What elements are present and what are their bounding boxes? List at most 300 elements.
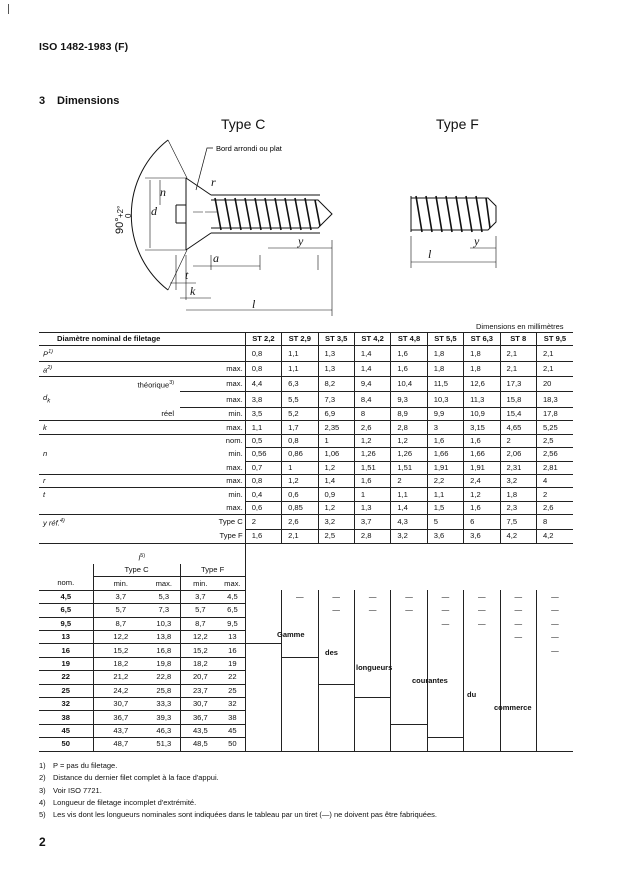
length-row: [39, 697, 573, 710]
availability-cell: [536, 697, 573, 710]
value-cell: 1,26: [354, 448, 390, 461]
availability-cell: [536, 724, 573, 737]
angle-tol-zero: 0: [124, 213, 133, 218]
length-c-max: 51,3: [148, 738, 180, 751]
value-cell: 1,6: [354, 474, 390, 487]
value-cell: 4,2: [536, 530, 573, 543]
value-cell: 1,6: [391, 346, 427, 362]
availability-cell: [427, 724, 463, 737]
value-cell: 0,8: [245, 361, 281, 377]
value-cell: 1,2: [318, 461, 354, 474]
availability-cell: [282, 697, 318, 710]
lengths-head-row: [39, 543, 573, 564]
value-cell: 3,2: [500, 474, 536, 487]
row-limit: max.: [180, 474, 245, 487]
row-limit: max.: [226, 502, 243, 512]
availability-cell: [464, 724, 500, 737]
length-c-max: 7,3: [148, 604, 180, 617]
size-header: ST 2,9: [282, 333, 318, 346]
row-symbol: [39, 361, 93, 377]
value-cell: 2: [536, 488, 573, 501]
footnote-ref: 5): [140, 552, 146, 559]
availability-cell: [354, 684, 390, 697]
row-qualifier: [93, 530, 180, 543]
value-cell: 3,2: [391, 530, 427, 543]
value-cell: 2,81: [536, 461, 573, 474]
availability-cell: [245, 617, 281, 630]
angle-label: 90°: [114, 217, 126, 234]
value-cell: 3,15: [464, 421, 500, 434]
footnote-text: Les vis dont les longueurs nominales sont indiquées dans le tableau par un tiret (—) ne doivent pas être fabriquées.: [53, 810, 437, 820]
availability-cell: [391, 738, 427, 751]
length-c-min: 48,7: [93, 738, 148, 751]
length-f-min: 23,7: [180, 684, 220, 697]
availability-cell: [464, 738, 500, 751]
availability-cell: [391, 724, 427, 737]
value-cell: 10,9: [464, 408, 500, 421]
c-max-head: max.: [155, 578, 173, 588]
value-cell: 20: [536, 377, 573, 392]
value-cell: 1,06: [318, 448, 354, 461]
value-cell: 2,1: [536, 346, 573, 362]
row-qualifier: [93, 474, 180, 487]
l-label: l: [252, 297, 256, 311]
angle-tol-plus: +2°: [116, 205, 125, 218]
row-symbol: [39, 530, 93, 543]
length-c-max: 25,8: [148, 684, 180, 697]
value-cell: 2,5: [536, 434, 573, 447]
type-f-y-label: y: [474, 234, 480, 248]
availability-cell: [500, 644, 536, 657]
row-limit: nom.: [180, 434, 245, 447]
value-cell: 3,7: [354, 515, 390, 530]
size-header: ST 9,5: [536, 333, 573, 346]
availability-cell: [500, 724, 536, 737]
value-cell: 2,6: [282, 515, 318, 530]
availability-cell: [318, 631, 354, 644]
availability-cell: [536, 684, 573, 697]
callout-text: Bord arrondi ou plat: [216, 144, 282, 153]
symbol-text: t: [43, 489, 46, 499]
length-f-max: 32: [220, 697, 245, 710]
length-c-min: 24,2: [93, 684, 148, 697]
lengths-symbol: [39, 543, 245, 564]
value-cell: 2: [245, 515, 281, 530]
empty-cell: [245, 543, 281, 590]
availability-cell: [318, 671, 354, 684]
length-f-min: 3,7: [180, 590, 220, 603]
value-cell: 3,2: [318, 515, 354, 530]
value-cell: 2,06: [500, 448, 536, 461]
availability-cell: [318, 697, 354, 710]
length-row: [39, 738, 573, 751]
availability-cell: [282, 671, 318, 684]
availability-cell: [354, 697, 390, 710]
symbol-text: k: [43, 422, 47, 432]
availability-cell: [282, 657, 318, 670]
type-f-shank: [411, 198, 496, 230]
value-cell: 8: [354, 408, 390, 421]
unavailable-dash: —: [464, 590, 500, 603]
length-nominal: 22: [39, 671, 93, 684]
row-qualifier: [93, 448, 180, 461]
availability-cell: [391, 617, 427, 630]
document-header: ISO 1482-1983 (F): [39, 41, 129, 53]
length-f-max: 9,5: [220, 617, 245, 630]
table-row: [39, 434, 573, 447]
availability-cell: [427, 631, 463, 644]
row-symbol: [39, 408, 93, 421]
value-cell: 1,3: [354, 501, 390, 514]
length-c-min: 5,7: [93, 604, 148, 617]
availability-cell: [245, 684, 281, 697]
length-c-max: 10,3: [148, 617, 180, 630]
length-f-min: 12,2: [180, 631, 220, 644]
footnote-number: 1): [39, 761, 46, 770]
value-cell: 6,3: [282, 377, 318, 392]
unavailable-dash: —: [464, 617, 500, 630]
size-header: ST 2,2: [245, 333, 281, 346]
footnote-text: Longueur de filetage incomplet d'extrémité.: [53, 797, 197, 807]
availability-cell: [391, 697, 427, 710]
availability-cell: [282, 644, 318, 657]
size-header: ST 4,8: [391, 333, 427, 346]
availability-cell: [245, 738, 281, 751]
value-cell: 0,9: [318, 488, 354, 501]
row-symbol: [39, 448, 93, 461]
type-f-label: Type F: [436, 116, 479, 132]
length-f-min: 48,5: [180, 738, 220, 751]
availability-cell: [354, 711, 390, 724]
availability-cell: [427, 657, 463, 670]
range-word: commerce: [494, 703, 532, 712]
length-row: [39, 604, 573, 617]
row-limit: max.: [226, 462, 243, 472]
row-qualifier: [93, 408, 180, 421]
footnote-number: 2): [39, 773, 46, 783]
table-row: [39, 377, 573, 392]
length-f-max: 19: [220, 657, 245, 670]
value-cell: 1,1: [427, 488, 463, 501]
value-cell: 0,86: [282, 448, 318, 461]
footnote: [39, 797, 437, 809]
t-label: t: [185, 268, 189, 282]
f-min-head: min.: [180, 577, 220, 590]
row-limit: min.: [180, 408, 245, 421]
value-cell: 2,5: [318, 530, 354, 543]
y-label: y: [298, 234, 304, 248]
value-cell: 9,4: [354, 377, 390, 392]
footnote: [39, 809, 437, 821]
value-cell: 2,8: [391, 421, 427, 434]
length-c-min: 15,2: [93, 644, 148, 657]
value-cell: 12,6: [464, 377, 500, 392]
dk-label: d: [151, 204, 157, 218]
range-word: Gamme: [277, 630, 305, 639]
row-qualifier: [93, 377, 180, 392]
size-header: ST 4,2: [354, 333, 390, 346]
availability-cell: [536, 711, 573, 724]
value-cell: 1,4: [391, 501, 427, 514]
value-cell: 17,3: [500, 377, 536, 392]
value-cell: 8: [536, 515, 573, 530]
value-cell: 1,8: [464, 361, 500, 377]
unavailable-dash: —: [427, 590, 463, 603]
footnote-text: P = pas du filetage.: [53, 761, 118, 770]
length-row: [39, 631, 573, 644]
value-cell: 2,1: [500, 361, 536, 377]
row-qualifier: [93, 346, 180, 362]
table-row: [39, 461, 573, 474]
empty-cell: [282, 543, 318, 590]
table-row: [39, 421, 573, 434]
value-cell: 1,2: [464, 488, 500, 501]
type-f-head: Type F: [180, 564, 245, 577]
row-limit: max.: [180, 377, 245, 392]
availability-cell: [245, 644, 281, 657]
value-cell: 1,26: [391, 448, 427, 461]
value-cell: 4,65: [500, 421, 536, 434]
availability-cell: [391, 644, 427, 657]
length-f-min: 30,7: [180, 697, 220, 710]
value-cell: 2,8: [354, 530, 390, 543]
empty-cell: [39, 564, 93, 577]
section-number: 3: [39, 95, 46, 107]
length-row: [39, 617, 573, 630]
table-header-row: [39, 333, 573, 346]
length-nominal: 19: [39, 657, 93, 670]
availability-cell: [282, 684, 318, 697]
range-word: longueurs: [356, 663, 393, 672]
empty-cell: [500, 543, 536, 590]
row-symbol: [39, 461, 93, 474]
dimension-table: [39, 332, 573, 752]
length-f-max: 16: [220, 644, 245, 657]
symbol-sub: k: [47, 398, 51, 405]
symbol-text: d: [43, 392, 48, 402]
availability-cell: [354, 671, 390, 684]
value-cell: 1,66: [464, 448, 500, 461]
value-cell: 0,5: [245, 434, 281, 447]
value-cell: 1,91: [427, 461, 463, 474]
length-nominal: 9,5: [39, 617, 93, 630]
length-nominal: 6,5: [39, 604, 93, 617]
value-cell: 10,4: [391, 377, 427, 392]
availability-cell: [427, 644, 463, 657]
value-cell: 0,56: [245, 448, 281, 461]
row-symbol: [39, 434, 93, 447]
length-c-max: 33,3: [148, 697, 180, 710]
table-row: [39, 408, 573, 421]
length-f-min: 20,7: [180, 671, 220, 684]
value-cell: 2: [391, 474, 427, 487]
nom-head: nom.: [57, 578, 75, 588]
a-label: a: [213, 251, 219, 265]
row-symbol: [39, 377, 93, 392]
empty-cell: [536, 543, 573, 590]
n-label: n: [160, 185, 166, 199]
type-c-head: Type C: [93, 564, 180, 577]
value-cell: 1,6: [391, 361, 427, 377]
unavailable-dash: —: [318, 590, 354, 603]
value-cell: 2,35: [318, 421, 354, 434]
row-qualifier: [93, 515, 180, 530]
value-cell: 3,8: [245, 392, 281, 408]
value-cell: 18,3: [536, 392, 573, 408]
length-nominal: 38: [39, 711, 93, 724]
length-row: [39, 724, 573, 737]
value-cell: 1,8: [427, 361, 463, 377]
range-word: des: [325, 648, 338, 657]
unavailable-dash: —: [391, 590, 427, 603]
availability-cell: [245, 604, 281, 617]
unavailable-dash: —: [318, 604, 354, 617]
length-f-max: 45: [220, 724, 245, 737]
value-cell: 10,3: [427, 392, 463, 408]
row-qualifier: [93, 421, 180, 434]
footnote-ref: 1): [48, 349, 53, 356]
value-cell: 7,5: [500, 515, 536, 530]
value-cell: 2,31: [500, 461, 536, 474]
value-cell: 1,1: [282, 361, 318, 377]
length-f-min: 15,2: [180, 644, 220, 657]
value-cell: 0,4: [245, 488, 281, 501]
availability-cell: [318, 738, 354, 751]
value-cell: 0,8: [282, 434, 318, 447]
row-symbol: [39, 392, 93, 408]
row-symbol: [39, 501, 93, 514]
unavailable-dash: —: [536, 604, 573, 617]
value-cell: 8,2: [318, 377, 354, 392]
symbol-text: r: [43, 476, 46, 486]
value-cell: 17,8: [536, 408, 573, 421]
value-cell: 2: [500, 434, 536, 447]
availability-cell: [464, 657, 500, 670]
availability-cell: [318, 711, 354, 724]
length-c-min: 21,2: [93, 671, 148, 684]
value-cell: 8,4: [354, 392, 390, 408]
availability-cell: [500, 711, 536, 724]
unavailable-dash: —: [282, 590, 318, 603]
value-cell: 2,56: [536, 448, 573, 461]
unavailable-dash: —: [354, 604, 390, 617]
type-f-threads: [416, 196, 490, 232]
value-cell: 11,3: [464, 392, 500, 408]
footnote-number: 5): [39, 810, 46, 820]
availability-cell: [536, 671, 573, 684]
value-cell: 2,6: [536, 501, 573, 514]
value-cell: 1,7: [282, 421, 318, 434]
footnotes: [39, 760, 437, 821]
availability-cell: [245, 671, 281, 684]
value-cell: 2,1: [500, 346, 536, 362]
table-row: [39, 448, 573, 461]
value-cell: 15,4: [500, 408, 536, 421]
value-cell: 1,8: [427, 346, 463, 362]
units-note: Dimensions en millimètres: [476, 322, 564, 331]
empty-cell: [318, 543, 354, 590]
length-c-min: 3,7: [93, 590, 148, 603]
value-cell: 2,1: [282, 530, 318, 543]
availability-cell: [391, 711, 427, 724]
table-row: [39, 361, 573, 377]
value-cell: 1,4: [354, 361, 390, 377]
value-cell: 4,3: [391, 515, 427, 530]
type-c-threads: [211, 195, 320, 233]
empty-cell: [354, 543, 390, 590]
value-cell: 0,85: [282, 501, 318, 514]
unavailable-dash: —: [427, 617, 463, 630]
value-cell: 1,91: [464, 461, 500, 474]
table-row: [39, 474, 573, 487]
length-nominal: 25: [39, 684, 93, 697]
value-cell: 1,6: [464, 434, 500, 447]
value-cell: 1,2: [282, 474, 318, 487]
value-cell: 2,6: [354, 421, 390, 434]
row-limit: max.: [180, 361, 245, 377]
value-cell: 1,2: [391, 434, 427, 447]
value-cell: 0,8: [245, 474, 281, 487]
length-nominal: 4,5: [39, 590, 93, 603]
table-row: [39, 530, 573, 543]
value-cell: 11,5: [427, 377, 463, 392]
table-row: [39, 515, 573, 530]
availability-cell: [282, 724, 318, 737]
length-f-max: 22: [220, 671, 245, 684]
value-cell: 3,6: [427, 530, 463, 543]
value-cell: 1,2: [354, 434, 390, 447]
availability-cell: [391, 657, 427, 670]
value-cell: 3: [427, 421, 463, 434]
availability-cell: [282, 711, 318, 724]
value-cell: 3,6: [464, 530, 500, 543]
length-f-max: 50: [220, 738, 245, 751]
availability-cell: [500, 671, 536, 684]
value-cell: 3,5: [245, 408, 281, 421]
table-row: [39, 488, 573, 501]
slot-outline: [176, 205, 186, 223]
table-head-label: Diamètre nominal de filetage: [39, 333, 245, 346]
symbol-text: l: [138, 553, 141, 563]
value-cell: 5: [427, 515, 463, 530]
footnote: [39, 760, 437, 772]
value-cell: 0,6: [282, 488, 318, 501]
availability-cell: [464, 711, 500, 724]
footnote-text: Distance du dernier filet complet à la face d'appui.: [53, 773, 219, 783]
empty-cell: [391, 543, 427, 590]
length-c-max: 39,3: [148, 711, 180, 724]
length-row: [39, 644, 573, 657]
availability-cell: [464, 631, 500, 644]
row-symbol: [39, 515, 93, 530]
value-cell: 2,2: [427, 474, 463, 487]
value-cell: 5,5: [282, 392, 318, 408]
availability-cell: [354, 724, 390, 737]
table-row: [39, 501, 573, 514]
value-cell: 1,1: [391, 488, 427, 501]
value-cell: 0,8: [245, 346, 281, 362]
size-header: ST 6,3: [464, 333, 500, 346]
head-countersink: [186, 178, 211, 250]
availability-cell: [245, 697, 281, 710]
length-nominal: 50: [39, 738, 93, 751]
value-cell: 1,51: [354, 461, 390, 474]
page-number: 2: [39, 835, 46, 849]
row-qualifier: [93, 461, 180, 474]
footnote: [39, 772, 437, 784]
row-symbol: [39, 346, 93, 362]
value-cell: 1,1: [245, 421, 281, 434]
